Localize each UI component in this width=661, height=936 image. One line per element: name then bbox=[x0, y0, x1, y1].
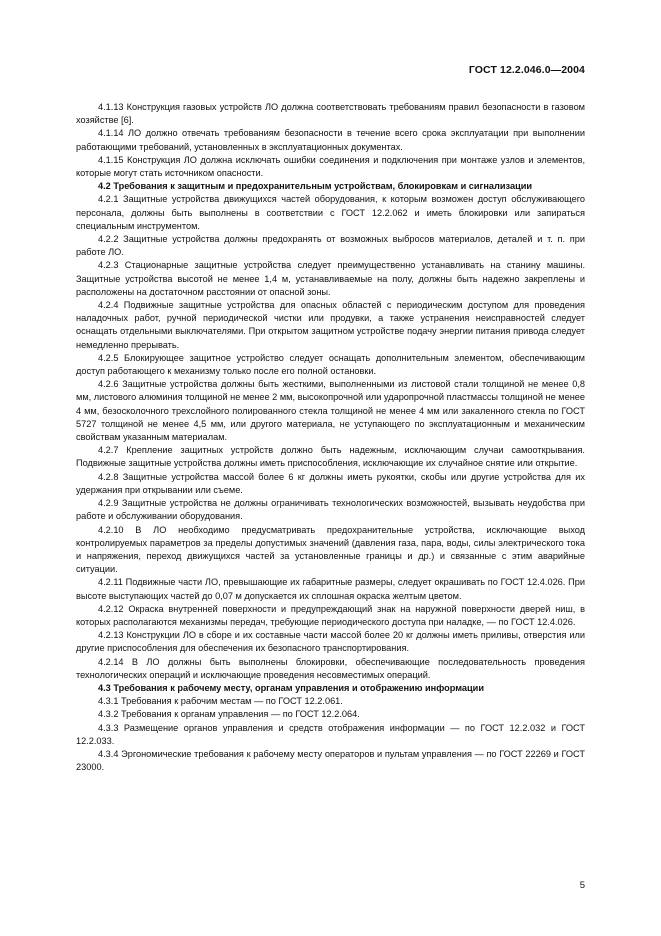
clause-4-2-6: 4.2.6 Защитные устройства должны быть жесткими, выполненными из листовой стали толщиной не менее 0,8 мм, листового алюминия толщиной не менее 2 мм, высокопрочной или ударопрочной пластмассы толщиной не менее 4 мм, безосколочного трехслойного полированного стекла толщиной не менее 4 мм или закаленного стекла по ГОСТ 5727 толщиной не менее 4,5 мм, или другого материала, не уступающего по эксплуатационным и механическим свойствам указанным материалам. bbox=[76, 379, 585, 443]
section-heading-4-2: 4.2 Требования к защитным и предохранительным устройствам, блокировкам и сигнализации bbox=[98, 181, 533, 192]
clause-4-2-8: 4.2.8 Защитные устройства массой более 6 кг должны иметь рукоятки, скобы или другие устройства для их удержания при открывании или съеме. bbox=[76, 471, 585, 495]
clause-4-1-14: 4.1.14 ЛО должно отвечать требованиям безопасности в течение всего срока эксплуатации при выполнении работающими требований, установленных в эксплуатационных документах. bbox=[76, 128, 585, 152]
clause-4-2-14: 4.2.14 В ЛО должны быть выполнены блокировки, обеспечивающие последовательность проведения технологических операций и исключающие проведения несовместимых операций. bbox=[76, 656, 585, 680]
clause-4-2-12: 4.2.12 Окраска внутренней поверхности и предупреждающий знак на наружной поверхности дверей ниш, в которых располагаются механизмы передач, требующие периодического доступа при наладке, — по ГОСТ 12.4.026. bbox=[76, 603, 585, 627]
section-heading-4-3: 4.3 Требования к рабочему месту, органам управления и отображению информации bbox=[98, 682, 484, 693]
standard-number-header: ГОСТ 12.2.046.0—2004 bbox=[468, 64, 585, 76]
clause-4-2-2: 4.2.2 Защитные устройства должны предохранять от возможных выбросов материалов, деталей и т. п. при работе ЛО. bbox=[76, 234, 585, 258]
page-number: 5 bbox=[579, 880, 585, 891]
clause-4-2-5: 4.2.5 Блокирующее защитное устройство следует оснащать дополнительным элементом, обеспечивающим доступ работающего к механизму только после его полной остановки. bbox=[76, 352, 585, 377]
clause-4-2-7: 4.2.7 Крепление защитных устройств должно быть надежным, исключающим случаи самооткрывания. Подвижные защитные устройства должны иметь приспособления, исключающие их случайное снятие или открытие. bbox=[76, 445, 585, 469]
clause-4-2-4: 4.2.4 Подвижные защитные устройства для опасных областей с периодическим доступом для проведения наладочных работ, ручной периодической чистки или продувки, а также устранения неисправностей следует оснащать отдельными выключателями. При открытом защитном устройстве подачу энергии питания привода следует немедленно прерывать. bbox=[76, 300, 585, 350]
clause-4-2-9: 4.2.9 Защитные устройства не должны ограничивать технологических возможностей, вызывать неудобства при работе и обслуживании оборудования. bbox=[76, 498, 585, 522]
clause-4-2-10: 4.2.10 В ЛО необходимо предусматривать предохранительные устройства, исключающие выход контролируемых параметров за пределы допустимых значений (давления газа, пара, воды, силы электрического тока и напряжения, переход движущихся частей за установленные границы и др.) и связанные с этим аварийные ситуации. bbox=[76, 524, 585, 575]
clause-4-3-3: 4.3.3 Размещение органов управления и средств отображения информации — по ГОСТ 12.2.032 и ГОСТ 12.2.033. bbox=[76, 722, 585, 746]
clause-4-1-13: 4.1.13 Конструкция газовых устройств ЛО должна соответствовать требованиям правил безопасности в газовом хозяйстве [6]. bbox=[76, 102, 585, 126]
clause-4-2-3: 4.2.3 Стационарные защитные устройства следует преимущественно устанавливать на станину машины. Защитные устройства высотой не менее 1,4 м, устанавливаемые на полу, должны быть надежно закреплены и расположены на достаточном расстоянии от опасной зоны. bbox=[76, 260, 585, 297]
clause-4-3-1: 4.3.1 Требования к рабочим местам — по ГОСТ 12.2.061. bbox=[98, 696, 343, 707]
document-body bbox=[76, 101, 585, 774]
clause-4-2-11: 4.2.11 Подвижные части ЛО, превышающие их габаритные размеры, следует окрашивать по ГОСТ 12.4.026. При высоте выступающих частей до 0,07 м допускается их сплошная окраска желтым цветом. bbox=[76, 577, 585, 601]
clause-4-2-1: 4.2.1 Защитные устройства движущихся частей оборудования, к которым возможен доступ обслуживающего персонала, должны быть выполнены в соответствии с ГОСТ 12.2.062 и иметь блокировки или запираться специальным инструментом. bbox=[76, 194, 585, 231]
clause-4-3-4: 4.3.4 Эргономические требования к рабочему месту операторов и пультам управления — по ГОСТ 22269 и ГОСТ 23000. bbox=[76, 748, 585, 773]
clause-4-3-2: 4.3.2 Требования к органам управления — по ГОСТ 12.2.064. bbox=[98, 709, 360, 720]
clause-4-1-15: 4.1.15 Конструкция ЛО должна исключать ошибки соединения и подключения при монтаже узлов и элементов, которые могут стать источником опасности. bbox=[76, 154, 585, 179]
clause-4-2-13: 4.2.13 Конструкции ЛО в сборе и их составные части массой более 20 кг должны иметь приливы, отверстия или другие приспособления для обеспечения их безопасного транспортирования. bbox=[76, 630, 585, 654]
